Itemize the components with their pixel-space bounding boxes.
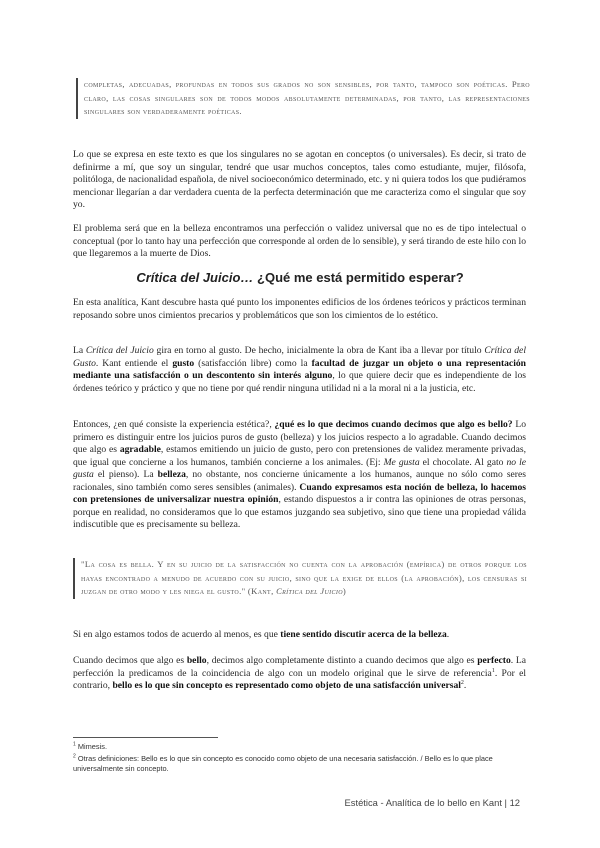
paragraph-text: El problema será que en la belleza encontramos una perfección o validez universal que no es de tipo intelectual o conceptual (por lo tanto hay una perfección que corresponde al orden de lo sensible), y será tirando de este hilo con lo que llegaremos a la muerte de Dios.: [73, 223, 526, 259]
section-heading: [0, 270, 600, 285]
footnote-1: [73, 742, 533, 752]
quote-citation: Crítica del Juicio: [276, 586, 343, 597]
bold-run: gusto: [172, 357, 195, 369]
bold-run: belleza: [157, 469, 186, 480]
footnote-ref[interactable]: 2: [460, 679, 464, 686]
bold-run: facultad de juzgar un objeto o una representación mediante una satisfacción o un descontento sin interés alguno: [73, 357, 526, 381]
heading-title-italic: Crítica del Juicio…: [136, 270, 254, 285]
bold-run: bello: [186, 655, 207, 666]
bold-run: Cuando expresamos esta noción de belleza, lo hacemos con pretensiones de universalizar nuestra opinión: [73, 481, 526, 505]
text-run: gira en torno al gusto. De hecho, inicialmente la obra de Kant iba a llevar por título: [153, 345, 485, 356]
text-run: La: [73, 345, 86, 356]
quote-text: "La cosa es bella. Y en su juicio de la satisfacción no cuenta con la aprobación (empírica) de otros porque los hayas encontrado a menudo de acuerdo con su juicio, sino que la exige de ellos (la aprobación), los censuras si juzgan de otro modo y les niega el gusto." (Kant,: [81, 559, 527, 597]
italic-run: no le gusta: [73, 456, 526, 480]
paragraph-experiencia-estetica: [73, 419, 526, 532]
paragraph-acuerdo: [73, 629, 526, 642]
paragraph-analitica: [73, 297, 526, 322]
text-run: .: [463, 680, 467, 691]
text-run: , no obstante, nos concierne únicamente a los humanos, aunque no sólo como seres racionales, sino también como seres sensibles (animales).: [73, 469, 526, 493]
footnote-number: 1: [73, 741, 76, 748]
quote-top-text: completas, adecuadas, profundas en todos sus grados no son sensibles, por tanto, tampoco son poéticas. Pero claro, las cosas singulares son de todos modos absolutamente determinadas, por tanto, las representaciones singulares son verdaderamente poéticas.: [84, 79, 530, 117]
block-quote-kant: [73, 558, 527, 599]
text-run: Entonces, ¿en qué consiste la experiencia estética?,: [73, 419, 275, 430]
italic-run: Crítica del Juicio: [85, 345, 154, 356]
heading-question: ¿Qué me está permitido esperar?: [253, 270, 464, 285]
italic-run: Crítica del Gusto: [73, 345, 526, 369]
text-run: (satisfacción libre) como la: [194, 357, 312, 369]
paragraph-text: En esta analítica, Kant descubre hasta qué punto los imponentes edificios de los órdenes teóricos y prácticos terminan reposando sobre unos cimientos precarios y problemáticos que son los cimientos de lo estético.: [73, 297, 526, 321]
text-run: . Kant entiende el: [95, 357, 173, 369]
text-run: , decimos algo completamente distinto a cuando decimos que algo es: [206, 655, 478, 666]
text-run: .: [446, 629, 450, 640]
text-run: . Por el contrario,: [73, 667, 526, 691]
quote-close: ): [342, 586, 347, 597]
footnote-text: Otras definiciones: Bello es lo que sin concepto es conocido como objeto de una necesaria satisfacción. / Bello es lo que place universalmente sin concepto.: [73, 754, 493, 773]
bold-run: tiene sentido discutir acerca de la belleza: [280, 629, 447, 640]
footnote-number: 2: [73, 753, 76, 760]
bold-run: perfecto: [477, 655, 511, 666]
bold-run: bello es lo que sin concepto es representado como objeto de una satisfacción universal: [112, 680, 461, 691]
text-run: el pienso). La: [93, 469, 158, 480]
paragraph-gusto: [73, 345, 526, 395]
footnote-ref[interactable]: 1: [491, 667, 495, 674]
text-run: Cuando decimos que algo es: [73, 655, 187, 666]
footer-text: Estética - Analítica de lo bello en Kant | 12: [344, 797, 520, 808]
page-footer: [345, 797, 520, 808]
paragraph-singulares: [73, 149, 526, 212]
block-quote-top: [76, 78, 530, 119]
text-run: Lo primero es distinguir entre los juicios puros de gusto (belleza) y los juicios respecto a lo agradable. Cuando decimos que algo es: [73, 419, 527, 455]
text-run: , estamos emitiendo un juicio de gusto, pero con pretensiones de validez meramente privadas, que igual que concierne a los humanos, también concierne a los animales. (Ej:: [73, 444, 526, 468]
paragraph-text: Lo que se expresa en este texto es que los singulares no se agotan en conceptos (o universales). Es decir, si trato de definirme a mí, que soy un singular, tendré que usar muchos conceptos, tales como estudiante, mujer, filósofa, politóloga, de nacionalidad española, de nivel socioeconómico determinado, etc. y ni quiera todos los que pudiéramos mencionar llegarían a dar verdadera cuenta de la perfecta determinación que me caracteriza como el singular que soy yo.: [73, 149, 526, 210]
text-run: el chocolate. Al gato: [419, 456, 507, 468]
text-run: , lo que quiere decir que es independiente de los órdenes teórico y práctico y que no tiene por qué rendir ninguna utilidad ni a la moral ni a la justicia, etc.: [73, 370, 526, 394]
paragraph-bello-perfecto: [73, 655, 526, 693]
text-run: Si en algo estamos todos de acuerdo al menos, es que: [73, 629, 281, 640]
footnote-divider: [73, 737, 218, 738]
italic-run: Me gusta: [383, 456, 420, 468]
bold-run: ¿qué es lo que decimos cuando decimos que algo es bello?: [274, 419, 513, 430]
footnote-2: [73, 754, 533, 774]
paragraph-problema: [73, 223, 526, 261]
footnote-text: Mimesis.: [77, 742, 107, 751]
bold-run: agradable: [119, 444, 161, 455]
text-run: . La perfección la predicamos de la coincidencia de algo con un modelo original que le sirve de referencia: [73, 655, 527, 679]
text-run: , estando dispuestos a ir contra las opiniones de otras personas, porque en realidad, no consideramos que lo que estamos juzgando sea subjetivo, sino que tiene una propiedad válida indiscutible que es precisamente su belleza.: [73, 494, 526, 530]
